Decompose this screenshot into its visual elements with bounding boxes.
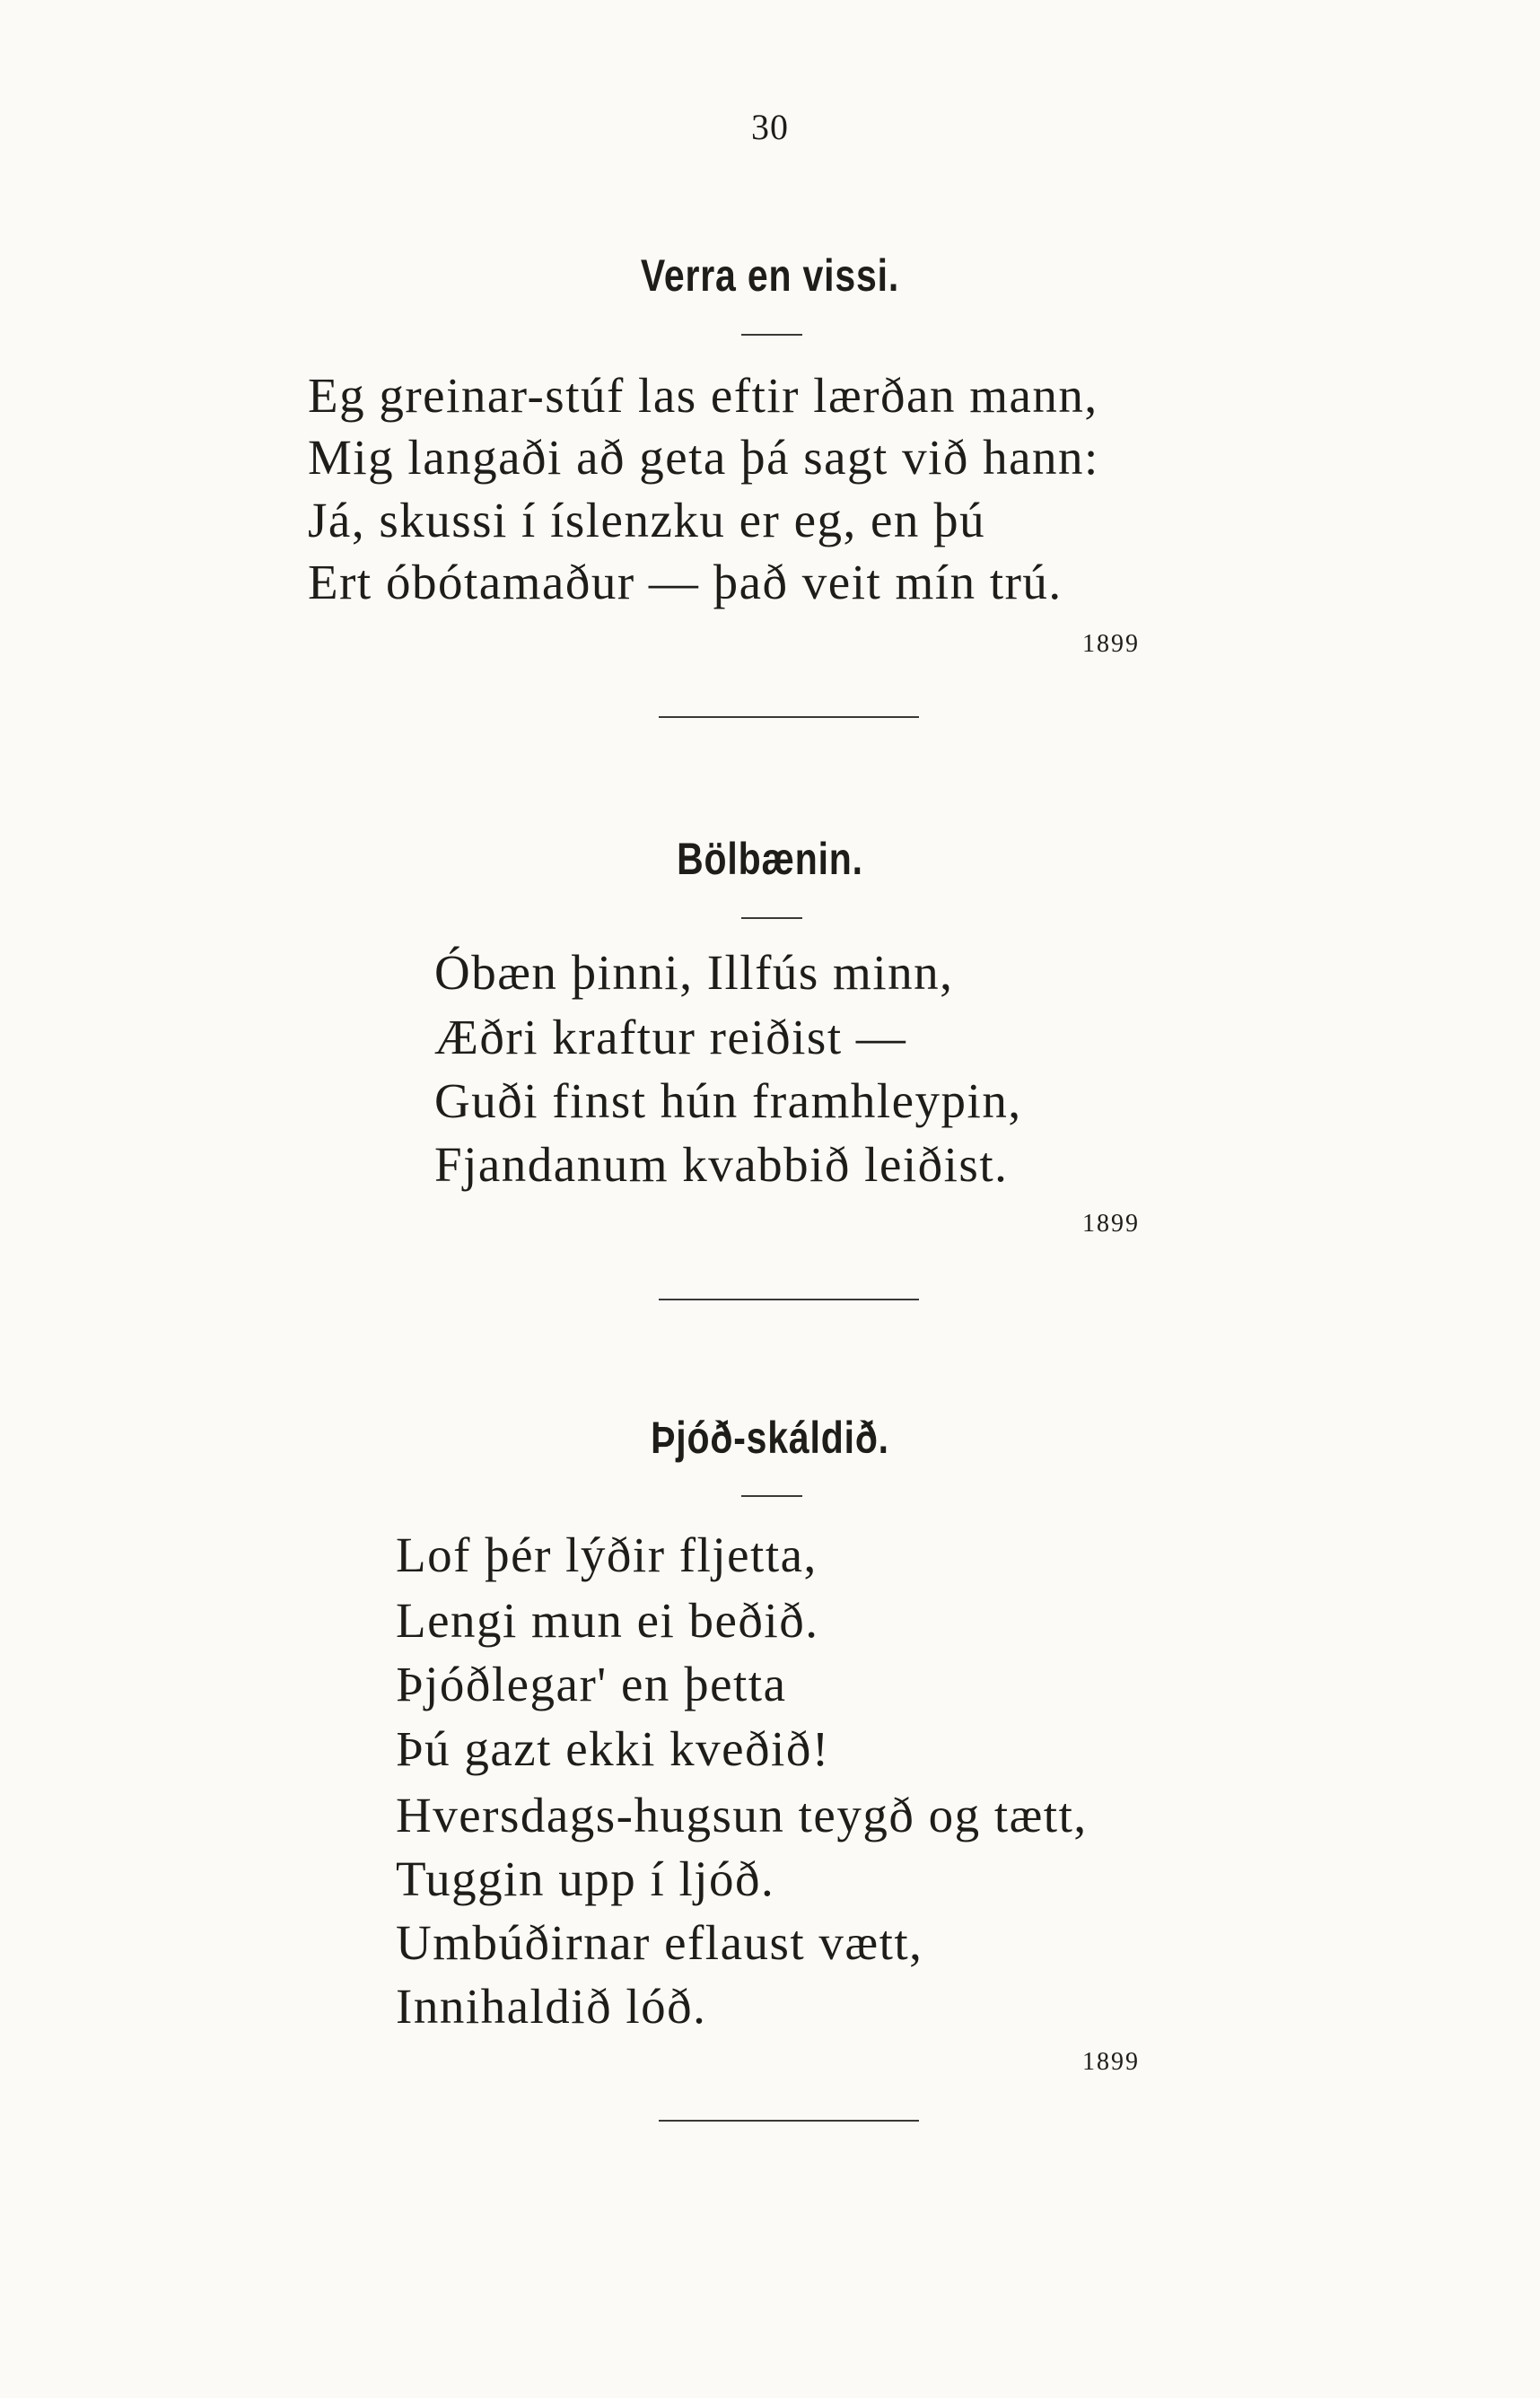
- title-divider: [741, 1495, 802, 1497]
- verse-line: Mig langaði að geta þá sagt við hann:: [308, 430, 1099, 485]
- poem-year: 1899: [1082, 1210, 1140, 1238]
- verse-line: Tuggin upp í ljóð.: [396, 1851, 775, 1906]
- poem-year: 1899: [1082, 630, 1140, 658]
- poem-year: 1899: [1082, 2048, 1140, 2076]
- poem-separator: [659, 2120, 919, 2122]
- page-number: 30: [751, 107, 789, 147]
- verse-line: Innihaldið lóð.: [396, 1979, 707, 2034]
- poem-title: Verra en vissi.: [640, 250, 900, 301]
- verse-line: Þú gazt ekki kveðið!: [396, 1721, 830, 1776]
- verse-line: Ert óbótamaður — það veit mín trú.: [308, 555, 1063, 609]
- verse-line: Þjóðlegar' en þetta: [396, 1657, 787, 1711]
- poem-separator: [659, 1299, 919, 1300]
- poem-title: Þjóð-skáldið.: [651, 1413, 889, 1463]
- title-divider: [741, 334, 802, 336]
- verse-line: Æðri kraftur reiðist —: [434, 1010, 907, 1064]
- verse-line: Eg greinar-stúf las eftir lærðan mann,: [308, 368, 1098, 423]
- poem-separator: [659, 716, 919, 718]
- verse-line: Já, skussi í íslenzku er eg, en þú: [308, 493, 986, 547]
- verse-line: Óbæn þinni, Illfús minn,: [434, 945, 954, 1000]
- verse-line: Umbúðirnar eflaust vætt,: [396, 1915, 923, 1970]
- title-divider: [741, 917, 802, 919]
- verse-line: Guði finst hún framhleypin,: [434, 1073, 1022, 1128]
- poem-title: Bölbænin.: [677, 834, 863, 884]
- verse-line: Lengi mun ei beðið.: [396, 1593, 819, 1648]
- verse-line: Lof þér lýðir fljetta,: [396, 1527, 818, 1582]
- verse-line: Fjandanum kvabbið leiðist.: [434, 1137, 1009, 1192]
- verse-line: Hversdags-hugsun teygð og tætt,: [396, 1788, 1088, 1842]
